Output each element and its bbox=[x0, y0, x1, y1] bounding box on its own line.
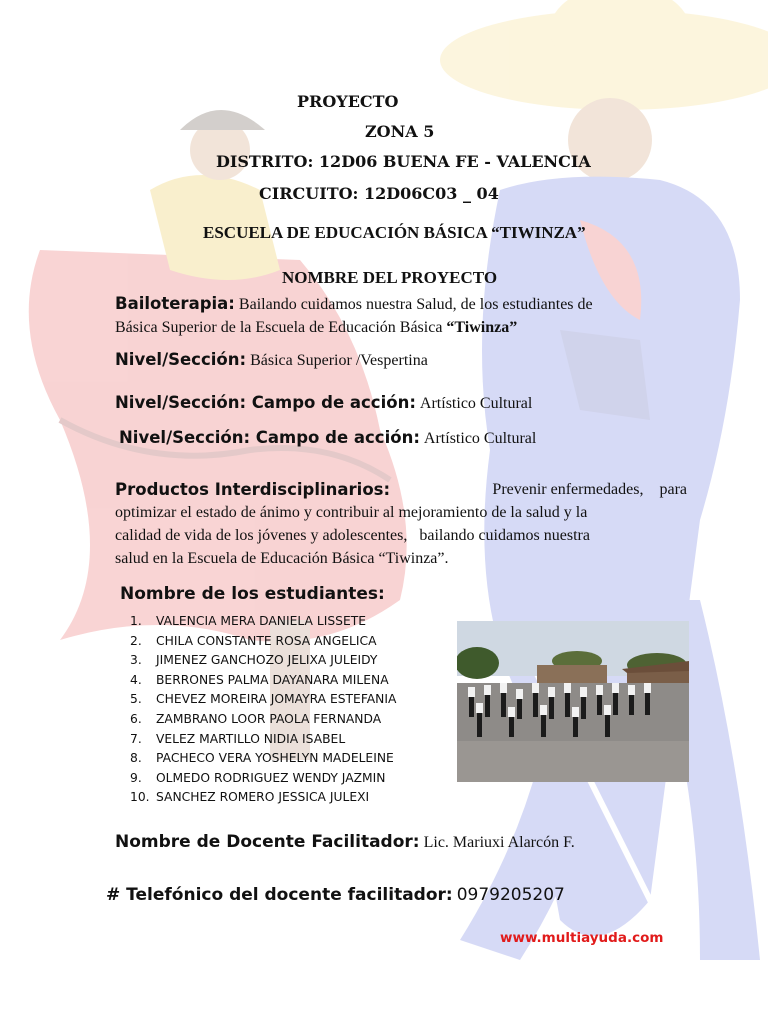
bailoterapia-label: Bailoterapia: bbox=[115, 294, 235, 313]
list-item: 4. BERRONES PALMA DAYANARA MILENA bbox=[130, 672, 389, 687]
nivel-row-2 bbox=[115, 393, 532, 413]
list-item: 3. JIMENEZ GANCHOZO JELIXA JULEIDY bbox=[130, 653, 378, 668]
nivel-2-value: Artístico Cultural bbox=[419, 395, 533, 412]
bailoterapia-text-1: Bailando cuidamos nuestra Salud, de los estudiantes de bbox=[238, 296, 593, 313]
project-name-heading: NOMBRE DEL PROYECTO bbox=[282, 268, 498, 287]
list-item: 5. CHEVEZ MOREIRA JOMAYRA ESTEFANIA bbox=[130, 692, 397, 707]
productos-line-1: Prevenir enfermedades, para bbox=[492, 481, 687, 498]
nivel-row-3 bbox=[119, 428, 536, 448]
website-link[interactable]: www.multiayuda.com bbox=[500, 930, 664, 946]
productos-paragraph bbox=[115, 478, 687, 570]
bailoterapia-text-2: Básica Superior de la Escuela de Educación Básica bbox=[115, 319, 447, 336]
bailoterapia-paragraph bbox=[115, 292, 687, 339]
header-circuito: CIRCUITO: 12D06C03 _ 04 bbox=[259, 184, 499, 203]
productos-line-2: optimizar el estado de ánimo y contribuir al mejoramiento de la salud y la bbox=[115, 504, 588, 521]
list-item: 6. ZAMBRANO LOOR PAOLA FERNANDA bbox=[130, 711, 382, 726]
list-item: 9. OLMEDO RODRIGUEZ WENDY JAZMIN bbox=[130, 770, 386, 785]
productos-label: Productos Interdisciplinarios: bbox=[115, 480, 391, 499]
school-name: ESCUELA DE EDUCACIÓN BÁSICA “TIWINZA” bbox=[203, 223, 586, 242]
nivel-1-label: Nivel/Sección: bbox=[115, 350, 247, 369]
list-item: 2. CHILA CONSTANTE ROSA ANGELICA bbox=[130, 633, 377, 648]
students-title: Nombre de los estudiantes: bbox=[120, 584, 385, 604]
dance-class-photo bbox=[457, 621, 689, 782]
nivel-row-1 bbox=[115, 350, 428, 370]
header-proyecto: PROYECTO bbox=[297, 92, 399, 111]
docente-value: Lic. Mariuxi Alarcón F. bbox=[423, 834, 575, 851]
telefono-value: 0979205207 bbox=[456, 885, 565, 905]
productos-line-3: calidad de vida de los jóvenes y adolescentes, bailando cuidamos nuestra bbox=[115, 527, 590, 544]
bailoterapia-emph: “Tiwinza” bbox=[446, 319, 518, 336]
students-list bbox=[130, 612, 396, 808]
docente-row bbox=[115, 832, 575, 852]
telefono-label: # Telefónico del docente facilitador: bbox=[106, 885, 453, 905]
list-item: 7. VELEZ MARTILLO NIDIA ISABEL bbox=[130, 731, 346, 746]
header-distrito: DISTRITO: 12D06 BUENA FE - VALENCIA bbox=[216, 152, 591, 171]
list-item: 10. SANCHEZ ROMERO JESSICA JULEXI bbox=[130, 790, 370, 805]
nivel-1-value: Básica Superior /Vespertina bbox=[250, 352, 428, 369]
docente-label: Nombre de Docente Facilitador: bbox=[115, 832, 420, 852]
nivel-3-label: Nivel/Sección: Campo de acción: bbox=[119, 428, 420, 447]
telefono-row bbox=[106, 885, 565, 905]
list-item: 8. PACHECO VERA YOSHELYN MADELEINE bbox=[130, 751, 394, 766]
list-item: 1. VALENCIA MERA DANIELA LISSETE bbox=[130, 614, 366, 628]
nivel-2-label: Nivel/Sección: Campo de acción: bbox=[115, 393, 416, 412]
productos-line-4: salud en la Escuela de Educación Básica “Tiwinza”. bbox=[115, 550, 449, 567]
nivel-3-value: Artístico Cultural bbox=[423, 430, 537, 447]
header-zona: ZONA 5 bbox=[365, 122, 435, 141]
